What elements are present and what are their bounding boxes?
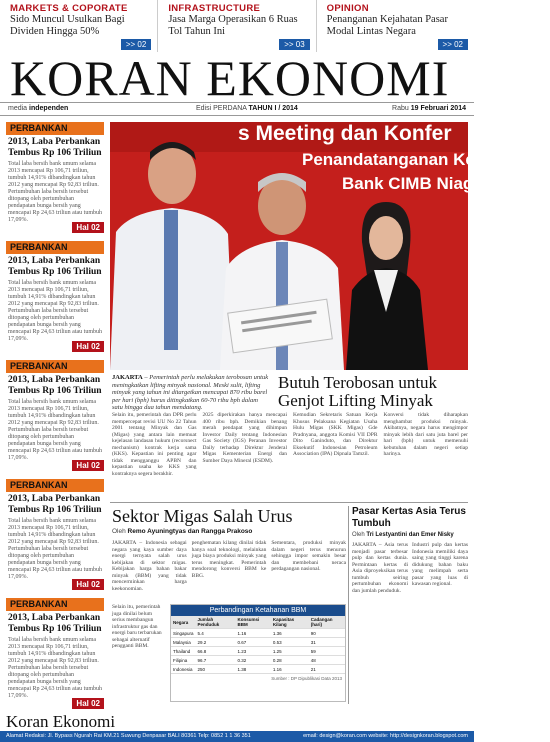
teaser-infrastructure[interactable] — [158, 0, 316, 52]
table-title: Perbandingan Ketahanan BBM — [171, 605, 345, 616]
footer-contact[interactable]: email: design@koran.com website: http://designkoran.blogspot.com — [303, 733, 468, 739]
table-cell: 29.2 — [196, 638, 236, 647]
sector-headline[interactable]: Sektor Migas Salah Urus — [112, 506, 293, 526]
table-cell: 1.38 — [236, 665, 271, 674]
brief-title[interactable]: 2013, Laba Perbankan Tembus Rp 106 Triliun — [8, 375, 102, 396]
table-header-cell: Kapasitas Kilang — [271, 616, 309, 629]
table-cell: 0.53 — [271, 638, 309, 647]
brief-tag: PERBANKAN — [6, 360, 104, 373]
brief-title[interactable]: 2013, Laba Perbankan Tembus Rp 106 Triliun — [8, 137, 102, 158]
tagline: media independen — [8, 105, 69, 112]
table-grid — [171, 616, 345, 674]
brief-box[interactable] — [6, 598, 104, 715]
table-cell: 5.4 — [196, 629, 236, 638]
side-column: Industri pulp dan kertas Indonesia memiliki daya saing yang tinggi karena didukung bahan baku yang melimpah serta pasar yang luas di kawasan regional. — [412, 542, 468, 587]
lead-photo — [110, 122, 550, 370]
table-row — [171, 656, 345, 665]
table-header-cell: Negara — [171, 616, 196, 629]
table-row — [171, 647, 345, 656]
brief-tag: PERBANKAN — [6, 598, 104, 611]
table-cell: 1.16 — [271, 665, 309, 674]
brief-title[interactable]: 2013, Laba Perbankan Tembus Rp 106 Triliun — [8, 494, 102, 515]
brief-body: Total laba bersih bank umum selama 2013 mencapai Rp 106,71 triliun, tumbuh 14,91% dibandingkan tahun 2012 yang mencapai Rp 92,83 triliun. Pertumbuhan laba bersih tersebut ditopang oleh pertumbuhan pendapatan bunga bersih yang mencapai Rp 24,63 triliun atau tumbuh 17,09%. — [8, 518, 102, 580]
table-header-cell: Jumlah Penduduk — [196, 616, 236, 629]
table-header-row — [171, 616, 345, 629]
brief-box[interactable] — [6, 241, 104, 358]
teaser-bar — [0, 0, 474, 52]
teaser-headline[interactable]: Jasa Marga Operasikan 6 Ruas Tol Tahun Ini — [168, 14, 298, 37]
table-cell: 1.23 — [236, 647, 271, 656]
brief-box[interactable] — [6, 360, 104, 477]
table-cell: 1.36 — [271, 629, 309, 638]
brief-body: Total laba bersih bank umum selama 2013 mencapai Rp 106,71 triliun, tumbuh 14,91% dibandingkan tahun 2012 yang mencapai Rp 92,83 triliun. Pertumbuhan laba bersih tersebut ditopang oleh pertumbuhan pendapatan bunga bersih yang mencapai Rp 24,63 triliun atau tumbuh 17,09%. — [8, 637, 102, 699]
edition-info-row — [0, 102, 474, 116]
brief-tag: PERBANKAN — [6, 479, 104, 492]
photo-backdrop-text: Penandatanganan Kerja Tahun — [302, 150, 550, 169]
brief-page-link[interactable]: Hal 02 — [72, 579, 104, 590]
side-byline: Oleh Tri Lestyantini dan Emer Nisky — [352, 532, 454, 538]
comparison-table — [170, 604, 346, 702]
table-header-cell: Konsumsi BBM — [236, 616, 271, 629]
sector-narrow-column: Selain itu, pemerintah juga dinilai belum serius membangun infrastruktur gas dan energi baru terbarukan sebagai alternatif pengganti BBM. — [112, 604, 162, 649]
teaser-category: INFRASTRUCTURE — [168, 3, 261, 14]
table-cell: Indonesia — [171, 665, 196, 674]
lead-column: Kemudian Sekretaris Satuan Kerja Khusus Pelaksana Kegiatan Usaha Hulu Migas (SKK Migas) Gde Pradnyana, anggota Komisi VII DPR Dito Ganinduto, dan Direktur Eksekutif Indonesian Petroleum Association (IPA) Dipnala Tamzil. — [293, 412, 378, 457]
photo-backdrop-text: Bank CIMB Niaga Tb — [342, 174, 509, 193]
lead-column: 2025 diperkirakan hanya mencapai 400 ribu bph. Demikian benang merah pendapat yang dihimpun Investor Daily tentang Indonesian Gas Society (IGS) Peranan Investor Daily terhadap Direktur Jenderal Migas Kementerian Energi dan Sumber Daya Mineral (ESDM). — [202, 412, 287, 464]
teaser-opinion[interactable] — [317, 0, 474, 52]
lead-dateline: JAKARTA — [112, 374, 143, 381]
table-cell: 59 — [309, 647, 345, 656]
teaser-category: OPINION — [326, 3, 369, 14]
lead-column: Selain itu, pemerintah dan DPR perlu mempercepat revisi UU No 22 Tahun 2001 tentang Minyak dan Gas (Migas) yang antara lain memuat kejelasan landasan hukum (recorsnect mechanism) kontrak kerja sama (KKS). Kepastian ini penting agar tidak mengganggu APBN dan kepastian usaha ke KKS yang kontraknya segera berakhir. — [112, 412, 197, 477]
brief-body: Total laba bersih bank umum selama 2013 mencapai Rp 106,71 triliun, tumbuh 14,91% dibandingkan tahun 2012 yang mencapai Rp 92,83 triliun. Pertumbuhan laba bersih tersebut ditopang oleh pertumbuhan pendapatan bunga bersih yang mencapai Rp 24,63 triliun atau tumbuh 17,09%. — [8, 280, 102, 342]
issue-date: Rabu 19 Februari 2014 — [392, 105, 466, 112]
sector-column: JAKARTA – Indonesia sebagai negara yang kaya sumber daya energi ternyata salah urus kebijakan di sektor migas. Kebijakan harga bahan bakar minyak (BBM) yang tidak mencerminkan harga keekonomian. — [112, 540, 187, 592]
footer-address: Alamat Redaksi: Jl. Bypass Ngurah Rai KM.21 Suwung Denpasar BALI 80361 Telp: 0852 1 1 36 351 — [6, 733, 251, 739]
brief-tag: PERBANKAN — [6, 241, 104, 254]
table-header-cell: Cadangan (hari) — [309, 616, 345, 629]
newspaper-title: KORAN EKONOMI — [10, 50, 450, 106]
brief-page-link[interactable]: Hal 02 — [72, 222, 104, 233]
brief-box[interactable] — [6, 479, 104, 596]
table-cell: 48 — [309, 656, 345, 665]
table-row — [171, 665, 345, 674]
teaser-page-link[interactable]: >> 03 — [279, 39, 309, 50]
divider — [348, 506, 349, 704]
teaser-category: MARKETS & COPORATE — [10, 3, 128, 14]
photo-backdrop-text: s Meeting dan Konfer — [238, 122, 452, 145]
teaser-page-link[interactable]: >> 02 — [438, 39, 468, 50]
table-cell: 31 — [309, 638, 345, 647]
brief-body: Total laba bersih bank umum selama 2013 mencapai Rp 106,71 triliun, tumbuh 14,91% dibandingkan tahun 2012 yang mencapai Rp 92,83 triliun. Pertumbuhan laba bersih tersebut ditopang oleh pertumbuhan pendapatan bunga bersih yang mencapai Rp 24,63 triliun atau tumbuh 17,09%. — [8, 399, 102, 461]
masthead — [0, 50, 474, 106]
brief-page-link[interactable]: Hal 02 — [72, 460, 104, 471]
side-headline[interactable]: Pasar Kertas Asia Terus Tumbuh — [352, 506, 466, 529]
brief-page-link[interactable]: Hal 02 — [72, 341, 104, 352]
teaser-headline[interactable]: Sido Muncul Usulkan Bagi Dividen Hingga 50% — [10, 14, 125, 37]
table-cell: Singapura — [173, 630, 194, 636]
table-row — [171, 638, 345, 647]
lead-body — [112, 412, 468, 498]
table-cell: 0.32 — [236, 656, 271, 665]
left-briefs-column — [6, 122, 104, 717]
side-column: JAKARTA – Asia terus menjadi pasar terbesar pulp dan kertas dunia. Permintaan kertas di Asia diproyeksikan terus tumbuh seiring pertumbuhan ekonomi dan jumlah penduduk. — [352, 542, 408, 594]
brief-box[interactable] — [6, 122, 104, 239]
sector-byline: Oleh Remo Ayuningtyas dan Rangga Prakoso — [112, 528, 253, 535]
sector-column: penghematan kilang dinilai tidak hanya soal teknologi, melainkan juga biaya produksi minyak yang terus meningkat. Pemerintah mendorong konversi BBM ke BBG. — [191, 540, 267, 579]
table-cell: Thailand — [171, 647, 196, 656]
teaser-markets[interactable] — [0, 0, 158, 52]
footer-bar — [0, 731, 474, 742]
table-cell: 90 — [309, 629, 345, 638]
table-cell: 0.67 — [236, 638, 271, 647]
table-cell: 21 — [309, 665, 345, 674]
teaser-page-link[interactable]: >> 02 — [121, 39, 151, 50]
table-cell: Malaysia — [171, 638, 196, 647]
table-cell: 1.16 — [236, 629, 271, 638]
divider — [110, 502, 468, 503]
table-cell: 0.28 — [271, 656, 309, 665]
table-cell: 96.7 — [196, 656, 236, 665]
sector-column: Sementara, produksi minyak dalam negeri terus menurun sehingga impor semakin besar dan membebani neraca perdagangan nasional. — [271, 540, 347, 572]
teaser-headline[interactable]: Penanganan Kejahatan Pasar Modal Lintas Negara — [326, 14, 448, 37]
edition-info: Edisi PERDANA TAHUN I / 2014 — [196, 105, 298, 112]
lead-intro-text: – Pemerintah perlu melakukan terobosan untuk meningkatkan lifting minyak nasional. Meski sulit, lifting minyak yang tahun ini ditargetkan mencapai 870 ribu barel per hari (bph) harus ditingkatkan 60-70 ribu bph dalam satu hingga dua tahun mendatang. — [112, 374, 269, 411]
brief-page-link[interactable]: Hal 02 — [72, 698, 104, 709]
table-source: Sumber : DP Dipublikasi Data 2013 — [271, 676, 342, 681]
table-cell: 1.25 — [271, 647, 309, 656]
brief-title[interactable]: 2013, Laba Perbankan Tembus Rp 106 Triliun — [8, 613, 102, 634]
table-cell: 250 — [196, 665, 236, 674]
table-row — [171, 629, 345, 638]
table-cell: 66.8 — [196, 647, 236, 656]
lead-intro — [112, 374, 270, 412]
sector-body — [112, 540, 346, 600]
table-cell: Filipina — [171, 656, 196, 665]
brief-title[interactable]: 2013, Laba Perbankan Tembus Rp 106 Triliun — [8, 256, 102, 277]
lead-headline[interactable]: Butuh Terobosan untuk Genjot Lifting Minyak — [278, 373, 438, 410]
footer-logo: Koran Ekonomi — [6, 712, 116, 731]
brief-body: Total laba bersih bank umum selama 2013 mencapai Rp 106,71 triliun, tumbuh 14,91% dibandingkan tahun 2012 yang mencapai Rp 92,83 triliun. Pertumbuhan laba bersih tersebut ditopang oleh pertumbuhan pendapatan bunga bersih yang mencapai Rp 24,63 triliun atau tumbuh 17,09%. — [8, 161, 102, 223]
side-body — [352, 542, 468, 700]
lead-column: Konversi tidak diharapkan menghambat produksi minyak. Akibatnya, negara harus mengimpor minyak lebih dari satu juta barel per hari (bph) untuk memenuhi kebutuhan dalam negeri setiap harinya. — [383, 412, 468, 457]
brief-tag: PERBANKAN — [6, 122, 104, 135]
